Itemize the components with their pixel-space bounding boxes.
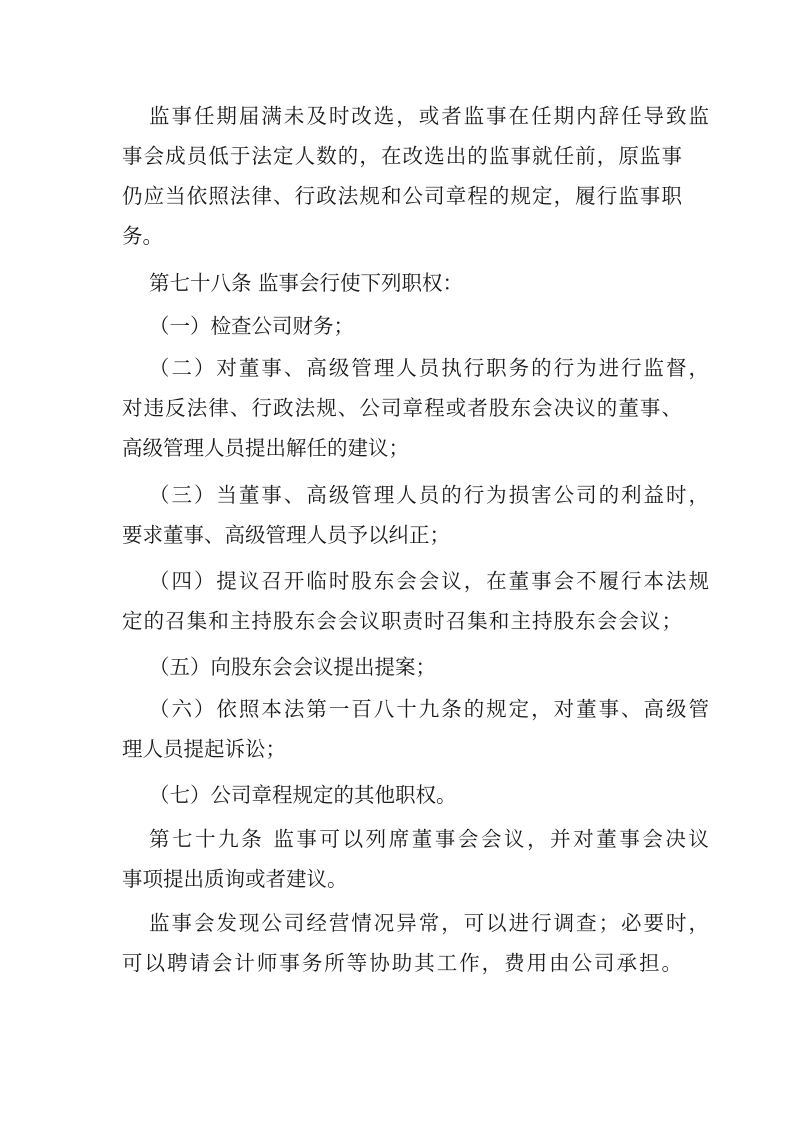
list-item: （五）向股东会会议提出提案；	[149, 655, 436, 679]
list-item: （三）当董事、高级管理人员的行为损害公司的利益时，	[149, 483, 709, 507]
text-line: 高级管理人员提出解任的建议；	[122, 436, 409, 460]
list-item: （一）检查公司财务；	[149, 314, 354, 338]
text-line: 务。	[122, 224, 163, 248]
text-line: 事会成员低于法定人数的，在改选出的监事就任前，原监事	[122, 144, 682, 168]
article-heading: 第七十八条 监事会行使下列职权：	[149, 271, 464, 295]
text-line: 监事会发现公司经营情况异常，可以进行调查；必要时，	[149, 911, 709, 935]
text-line: 要求董事、高级管理人员予以纠正；	[122, 523, 450, 547]
text-line: 监事任期届满未及时改选，或者监事在任期内辞任导致监	[149, 104, 709, 128]
text-line: 理人员提起诉讼；	[122, 737, 286, 761]
text-line: 可以聘请会计师事务所等协助其工作，费用由公司承担。	[122, 951, 682, 975]
text-line: 定的召集和主持股东会会议职责时召集和主持股东会会议；	[122, 609, 682, 633]
list-item: （七）公司章程规定的其他职权。	[149, 783, 457, 807]
list-item: （四）提议召开临时股东会会议，在董事会不履行本法规	[149, 569, 709, 593]
list-item: （六）依照本法第一百八十九条的规定，对董事、高级管	[149, 697, 709, 721]
text-line: 仍应当依照法律、行政法规和公司章程的规定，履行监事职	[122, 184, 682, 208]
text-line: 事项提出质询或者建议。	[122, 867, 348, 891]
list-item: （二）对董事、高级管理人员执行职务的行为进行监督，	[149, 356, 709, 380]
text-line: 对违反法律、行政法规、公司章程或者股东会决议的董事、	[122, 396, 682, 420]
article-heading: 第七十九条 监事可以列席董事会会议，并对董事会决议	[149, 827, 709, 851]
